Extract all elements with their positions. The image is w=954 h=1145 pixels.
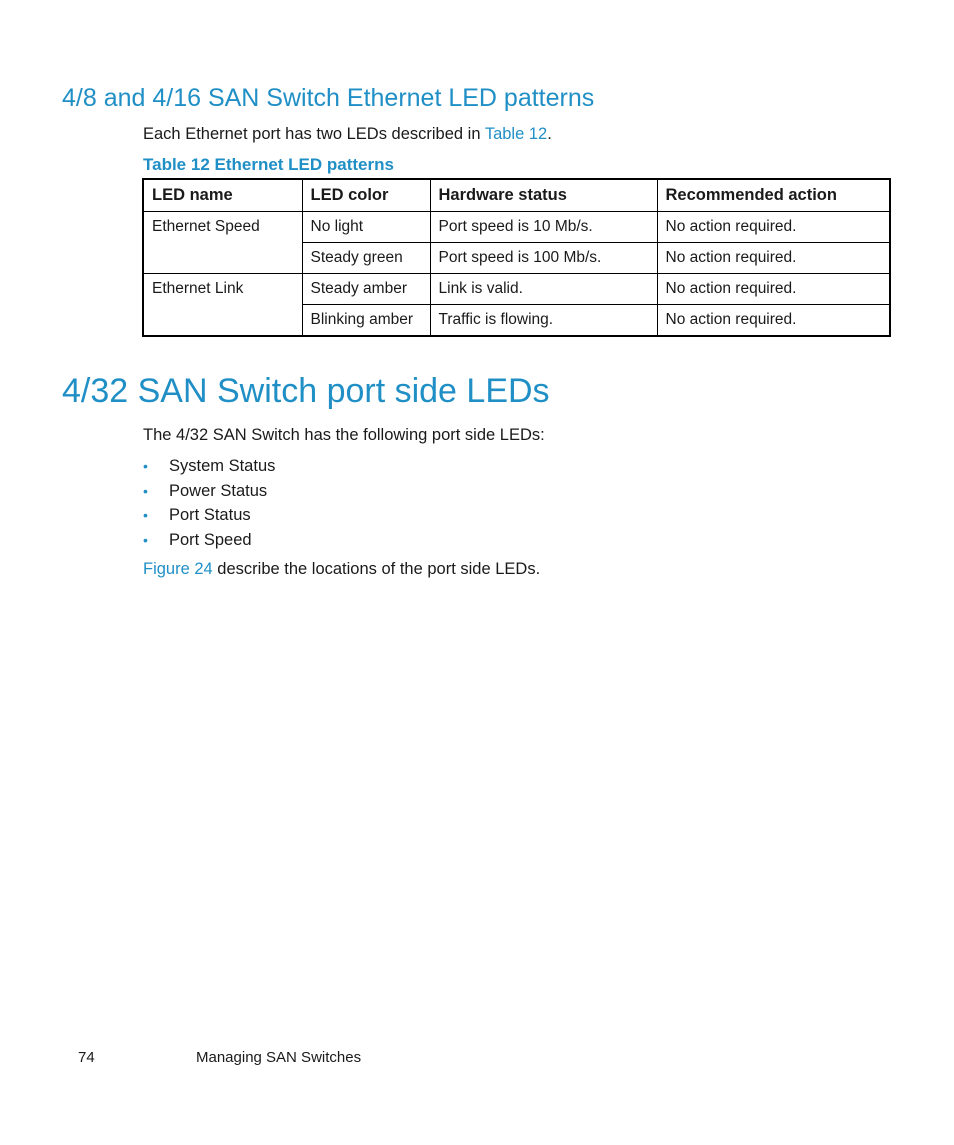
list-item-label: Port Speed [169,531,252,550]
table-12-link[interactable]: Table 12 [484,125,548,143]
led-color-cell: Blinking amber [302,305,430,337]
list-item-label: System Status [169,457,276,475]
header-led-color: LED color [302,179,430,212]
ethernet-led-table [142,178,891,337]
list-item [143,479,275,504]
list-item-label: Port Status [169,506,251,525]
page-number: 74 [78,1049,95,1066]
led-color-cell: No light [302,212,430,243]
recommended-action-cell: No action required. [657,274,890,305]
list-item-label: Power Status [169,481,268,500]
section-heading: 4/32 SAN Switch port side LEDs [62,372,550,410]
intro-period: . [547,125,552,143]
outro-paragraph [143,560,540,579]
hardware-status-cell: Port speed is 100 Mb/s. [430,243,657,274]
figure-24-link[interactable]: Figure 24 [143,560,213,578]
header-led-name: LED name [143,179,302,212]
led-color-cell: Steady amber [302,274,430,305]
outro-text: describe the locations of the port side LEDs. [212,560,541,578]
port-led-list [143,454,275,553]
header-recommended-action: Recommended action [657,179,890,212]
recommended-action-cell: No action required. [657,305,890,337]
header-hardware-status: Hardware status [430,179,657,212]
table-row [143,212,890,243]
hardware-status-cell: Link is valid. [430,274,657,305]
bullet-icon: • [143,532,148,549]
section-heading: 4/8 and 4/16 SAN Switch Ethernet LED patterns [62,84,595,112]
intro-text: Each Ethernet port has two LEDs described in [143,125,485,143]
hardware-status-cell: Traffic is flowing. [430,305,657,337]
recommended-action-cell: No action required. [657,212,890,243]
led-color-cell: Steady green [302,243,430,274]
led-name-cell: Ethernet Link [143,274,302,337]
intro-paragraph [143,125,552,144]
led-name-cell: Ethernet Speed [143,212,302,274]
table-header-row [143,179,890,212]
hardware-status-cell: Port speed is 10 Mb/s. [430,212,657,243]
recommended-action-cell: No action required. [657,243,890,274]
table-caption: Table 12 Ethernet LED patterns [143,155,394,174]
table-row [143,274,890,305]
list-item [143,454,275,479]
intro-paragraph: The 4/32 SAN Switch has the following port side LEDs: [143,426,545,444]
bullet-icon: • [143,458,148,474]
bullet-icon: • [143,507,148,524]
list-item [143,528,275,553]
list-item [143,503,275,528]
bullet-icon: • [143,482,148,499]
footer-title: Managing SAN Switches [196,1049,362,1066]
